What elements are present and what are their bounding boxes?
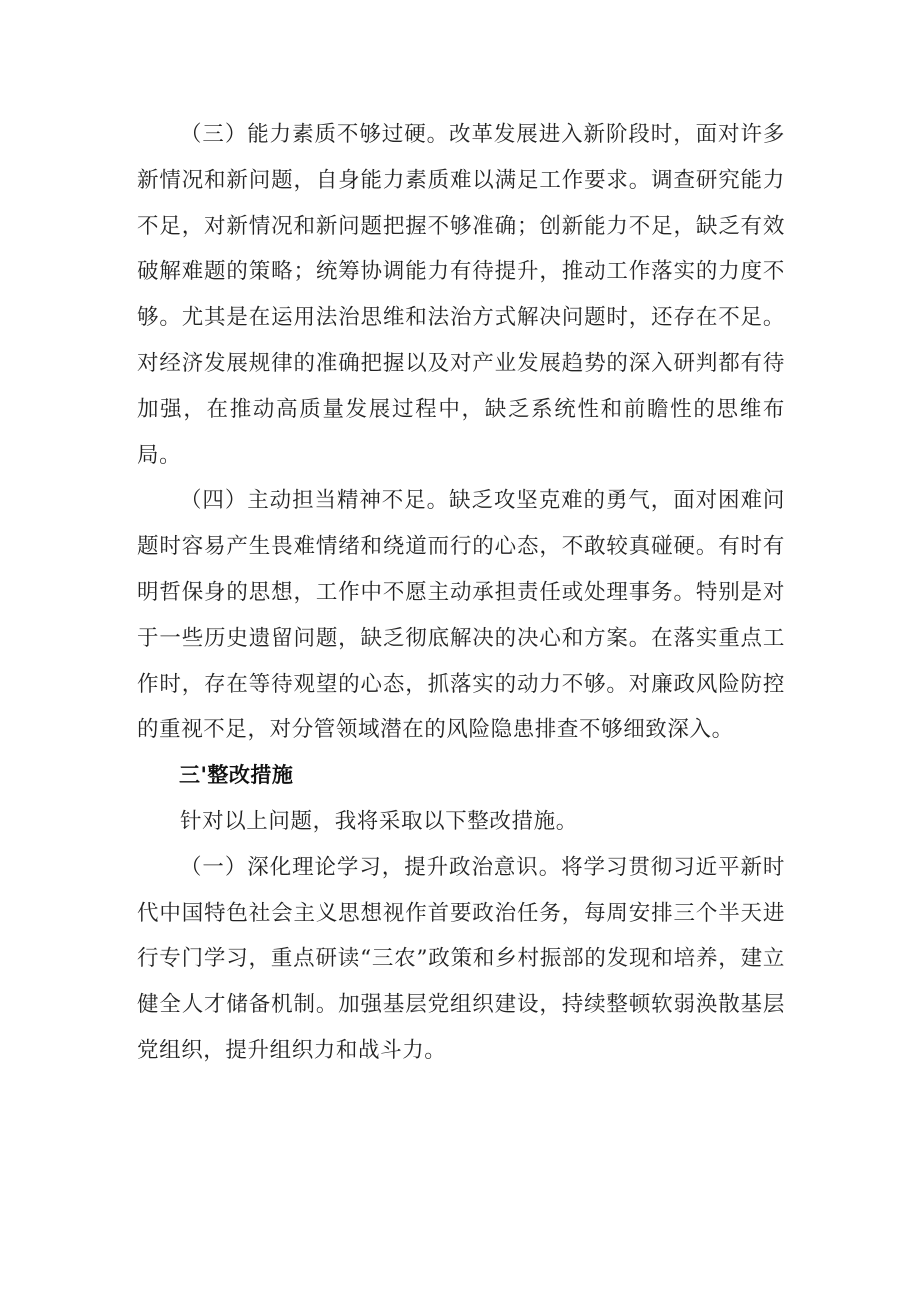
document-body <box>137 112 785 1074</box>
section-heading-rectification-measures: 三'整改措施 <box>179 763 294 788</box>
paragraph-initiative-responsibility: （四）主动担当精神不足。缺乏攻坚克难的勇气，面对困难问题时容易产生畏难情绪和绕道而行的心态，不敢较真碰硬。有时有明哲保身的思想，工作中不愿主动承担责任或处理事务。特别是对于一些历史遗留问题，缺乏彻底解决的决心和方案。在落实重点工作时，存在等待观望的心态，抓落实的动力不够。对廉政风险防控的重视不足，对分管领域潜在的风险隐患排查不够细致深入。 <box>137 488 785 743</box>
paragraph-measures-intro: 针对以上问题，我将采取以下整改措施。 <box>180 808 578 834</box>
paragraph-ability-quality: （三）能力素质不够过硬。改革发展进入新阶段时，面对许多新情况和新问题，自身能力素质难以满足工作要求。调查研究能力不足，对新情况和新问题把握不够准确；创新能力不足，缺乏有效破解难题的策略；统筹协调能力有待提升，推动工作落实的力度不够。尤其是在运用法治思维和法治方式解决问题时，还存在不足。对经济发展规律的准确把握以及对产业发展趋势的深入研判都有待加强，在推动高质量发展过程中，缺乏系统性和前瞻性的思维布局。 <box>137 122 785 468</box>
paragraph-measure-theory-study: （一）深化理论学习，提升政治意识。将学习贯彻习近平新时代中国特色社会主义思想视作首要政治任务，每周安排三个半天进行专门学习，重点研读“三农”政策和乡村振部的发现和培养，建立健全人才储备机制。加强基层党组织建设，持续整顿软弱涣散基层党组织，提升组织力和战斗力。 <box>137 854 785 1063</box>
